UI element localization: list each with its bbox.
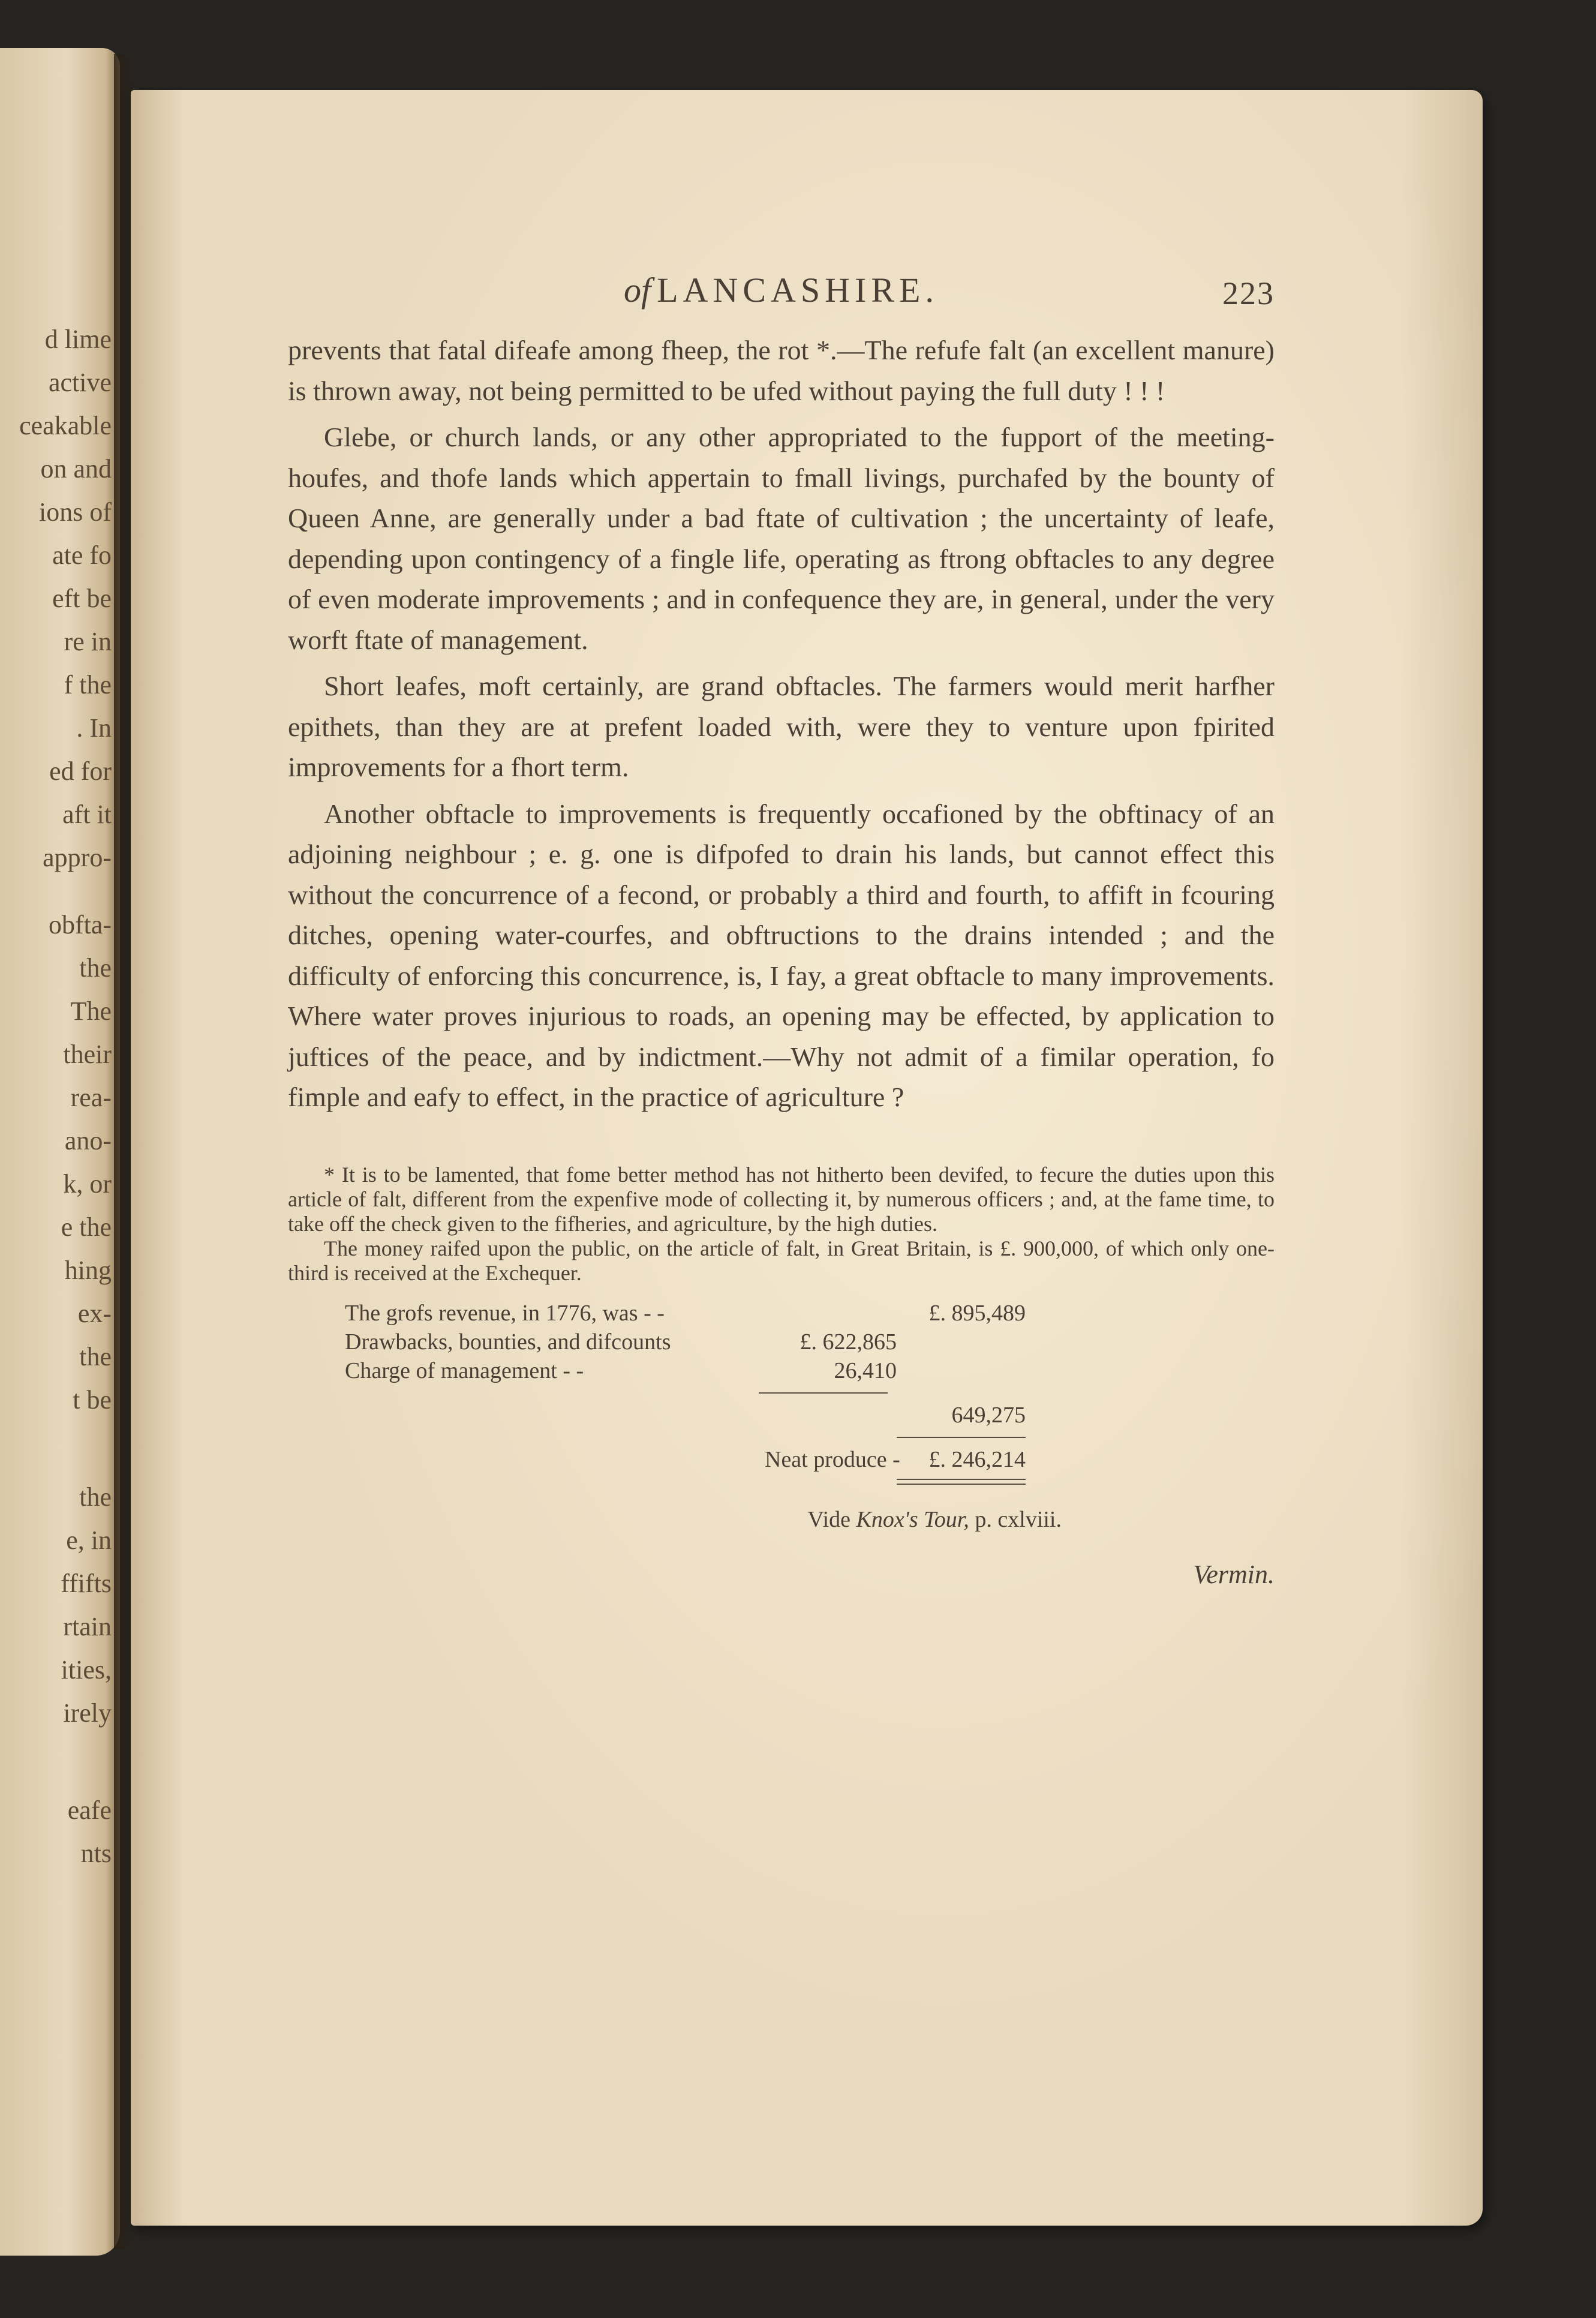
page [131,90,1483,2226]
left-page-fragment: eft be [52,584,112,613]
left-page-fragment: ions of [39,497,112,527]
revenue-table [345,1299,1026,1490]
text-block [288,270,1275,1587]
row-label: Charge of management - - [345,1358,584,1383]
left-page-fragment: k, or [63,1169,112,1199]
running-head [288,270,1275,310]
left-page-fragment: re in [64,627,112,656]
left-page-fragment: rtain [63,1612,112,1641]
left-page-fragment: rea- [70,1083,112,1112]
paragraph: prevents that fatal difeafe among fheep, the rot *.—The refufe falt (an excellent manure) is thrown away, not being permitted to be ufed without paying the full duty ! ! ! [288,335,1275,406]
left-page-fragment: ed for [49,756,112,786]
left-page-fragment: e, in [66,1526,112,1555]
left-page-fragment: ffifts [61,1569,112,1598]
running-head-title: LANCASHIRE. [657,271,939,310]
subtotal-row [345,1401,1026,1430]
left-page-fragment: hing [64,1256,112,1285]
left-page-fragment: obfta- [48,910,112,939]
left-page-fragment: the [79,953,112,983]
row-label: The grofs revenue, in 1776, was - - [345,1300,665,1326]
left-page-fragment: active [48,368,112,397]
citation-page: p. cxlviii. [975,1506,1062,1532]
paragraph: Another obftacle to improvements is frequently occafioned by the obftinacy of an adjoining neighbour ; e. g. one is difpofed to drain his lands, but cannot effect this without the concurrence of a fecond, or probably a third and fourth, to affift in fcouring ditches, opening water-courfes, and obftructions to the drains intended ; and the difficulty of enforcing this concurrence, is, I fay, a great obftacle to many improvements. Where water proves injurious to roads, an opening may be effected, by application to juftices of the peace, and by indictment.—Why not admit of a fimilar operation, fo fimple and eafy to effect, in the practice of agriculture ? [288,798,1275,1112]
paragraph: Short leafes, moft certainly, are grand obftacles. The farmers would merit harfher epithets, than they are at prefent loaded with, were they to venture upon fpirited improvements for a fhort term. [288,671,1275,782]
row-mid-value: 26,410 [834,1358,897,1383]
net-produce-label: Neat produce - [765,1446,900,1472]
left-page-fragment: ceakable [19,411,112,440]
rule [345,1430,1026,1445]
body-text [288,330,1275,1118]
table-row [345,1328,1026,1356]
left-page-fragment: their [63,1040,112,1069]
left-page-fragment: nts [80,1839,112,1868]
table-row [345,1356,1026,1385]
left-page-fragment: eafe [67,1795,112,1825]
row-mid-value: £. 622,865 [799,1329,897,1355]
left-page-fragment: ex- [77,1299,112,1328]
left-page-fragment: d lime [44,325,112,354]
running-head-prefix: of [624,271,651,310]
paragraph: Glebe, or church lands, or any other appropriated to the fupport of the meeting-houfes, and thofe lands which appertain to fmall livings, purchafed by the bounty of Queen Anne, are generally under a bad ftate of cultivation ; the uncertainty of leafe, depending upon contingency of a fingle life, operating as ftrong obftacles to any degree of even moderate improvements ; and in confequence they are, in general, under the very worft ftate of management. [288,422,1275,655]
left-page-fragment: ano- [64,1126,112,1155]
left-page-fragment: the [79,1482,112,1512]
left-page-fragment: ities, [61,1655,112,1685]
left-page-fragment: f the [64,670,112,699]
citation-author: Knox's [856,1506,918,1532]
footnotes [288,1163,1275,1587]
rule [345,1385,1026,1401]
row-label: Drawbacks, bounties, and difcounts [345,1329,671,1355]
left-page-fragment: t be [73,1385,112,1415]
table-row [345,1299,1026,1328]
left-page-fragment: on and [40,454,112,484]
left-page-fragment: appro- [43,843,112,872]
footnote: The money raifed upon the public, on the article of falt, in Great Britain, is £. 900,000, of which only one-third is received at the Exchequer. [288,1236,1275,1285]
page-number: 223 [1222,275,1275,311]
left-page-fragment: . In [76,713,112,743]
left-page-fragment: irely [63,1698,112,1728]
left-page-fragment: e the [61,1212,112,1242]
row-right-value: £. 895,489 [928,1300,1026,1326]
left-page-fragment: aft it [62,800,112,829]
left-page-fragment: ate fo [52,541,112,570]
citation-prefix: Vide [807,1506,851,1532]
left-page-fragment: The [70,996,112,1026]
subtotal-value: 649,275 [951,1402,1026,1428]
double-rule [345,1474,1026,1490]
left-facing-page [0,48,120,2256]
page-header [288,270,1275,330]
net-produce-value: £. 246,214 [928,1446,1026,1472]
footnote: * It is to be lamented, that fome better method has not hitherto been devifed, to fecure the duties upon this article of falt, different from the expenfive mode of collecting it, by numerous officers ; and, at the fame time, to take off the check given to the fifheries, and agriculture, by the high duties. [288,1162,1275,1236]
left-page-fragment: the [79,1342,112,1371]
citation [288,1508,1275,1532]
net-produce-row [345,1445,1026,1474]
citation-work: Tour, [924,1506,969,1532]
catchword: Vermin. [1193,1559,1275,1589]
